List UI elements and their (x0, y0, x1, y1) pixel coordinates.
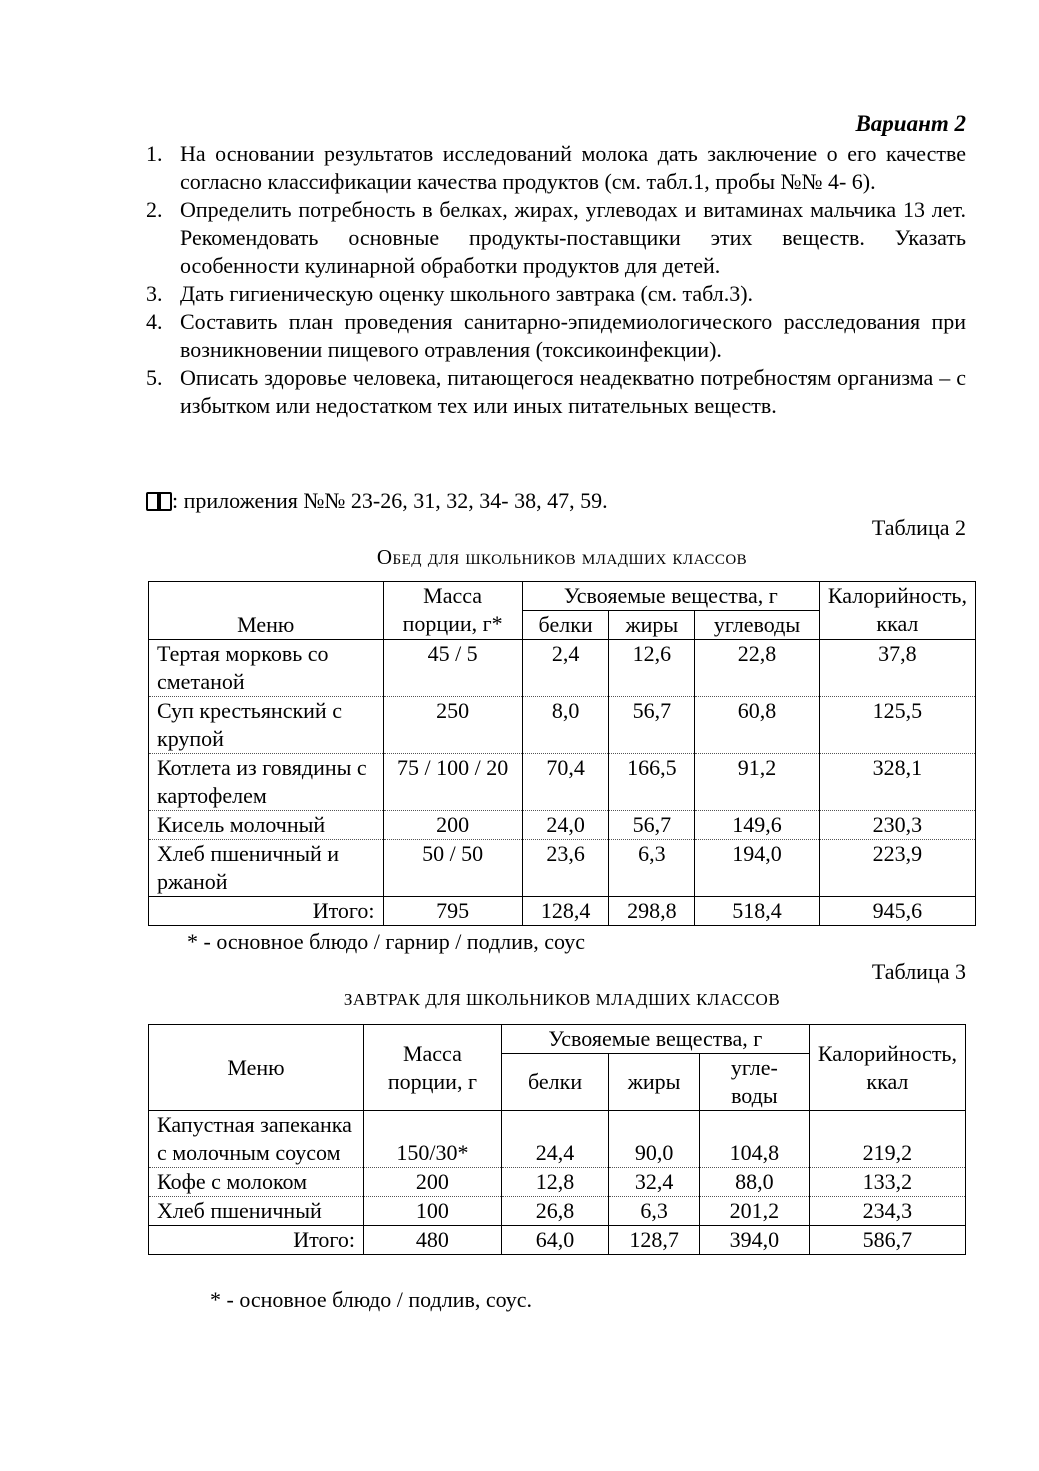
task-text: Определить потребность в белках, жирах, углеводах и витаминах мальчика 13 лет. Рекомендовать основные продукты-поставщики этих веществ. Указать особенности кулинарной обработки продуктов для детей. (180, 197, 966, 278)
cell-fat: 6,3 (609, 1197, 700, 1226)
task-number: 3. (146, 281, 163, 306)
cell-menu: Тертая морковь со сметаной (149, 640, 384, 697)
table2-label: Таблица 2 (871, 515, 966, 540)
task-number: 4. (146, 309, 163, 334)
task-item (146, 196, 966, 280)
references-line (146, 487, 608, 515)
book-icon (146, 490, 172, 510)
cell-carbs: 88,0 (699, 1168, 809, 1197)
cell-menu: Котлета из говядины с картофелем (149, 754, 384, 811)
table-row (149, 697, 976, 754)
table2-title: Обед для школьников младших классов (376, 545, 748, 569)
cell-kcal: 328,1 (819, 754, 975, 811)
header-carbs: угле-воды (699, 1054, 809, 1111)
cell-menu: Кисель молочный (149, 811, 384, 840)
breakfast-table (148, 1024, 966, 1255)
task-item (146, 140, 966, 196)
table-row (149, 754, 976, 811)
total-carbs: 518,4 (695, 897, 820, 926)
variant-heading: Вариант 2 (855, 111, 966, 136)
cell-menu: Капустная запеканка с молочным соусом (149, 1111, 364, 1168)
cell-menu: Кофе с молоком (149, 1168, 364, 1197)
cell-mass: 150/30* (364, 1111, 502, 1168)
cell-mass: 200 (364, 1168, 502, 1197)
cell-kcal: 223,9 (819, 840, 975, 897)
total-carbs: 394,0 (699, 1226, 809, 1255)
header-mass: Масса порции, г* (383, 582, 522, 640)
cell-kcal: 37,8 (819, 640, 975, 697)
cell-carbs: 60,8 (695, 697, 820, 754)
task-list (146, 140, 966, 420)
cell-carbs: 91,2 (695, 754, 820, 811)
table-row (149, 1168, 966, 1197)
cell-protein: 12,8 (501, 1168, 608, 1197)
total-fat: 128,7 (609, 1226, 700, 1255)
cell-mass: 200 (383, 811, 522, 840)
table2-note: * - основное блюдо / гарнир / подлив, соус (187, 929, 585, 954)
table3-note: * - основное блюдо / подлив, соус. (210, 1287, 533, 1312)
cell-mass: 100 (364, 1197, 502, 1226)
cell-carbs: 104,8 (699, 1111, 809, 1168)
cell-kcal: 230,3 (819, 811, 975, 840)
cell-fat: 12,6 (609, 640, 695, 697)
cell-kcal: 219,2 (809, 1111, 965, 1168)
table-row (149, 1197, 966, 1226)
cell-menu: Хлеб пшеничный и ржаной (149, 840, 384, 897)
cell-protein: 26,8 (501, 1197, 608, 1226)
header-fat: жиры (609, 611, 695, 640)
header-nutrients: Усвояемые вещества, г (522, 582, 819, 611)
header-nutrients: Усвояемые вещества, г (501, 1025, 809, 1054)
cell-carbs: 194,0 (695, 840, 820, 897)
cell-kcal: 133,2 (809, 1168, 965, 1197)
cell-carbs: 149,6 (695, 811, 820, 840)
cell-fat: 90,0 (609, 1111, 700, 1168)
cell-kcal: 234,3 (809, 1197, 965, 1226)
header-kcal: Калорийность, ккал (819, 582, 975, 640)
total-mass: 480 (364, 1226, 502, 1255)
cell-carbs: 22,8 (695, 640, 820, 697)
task-text: Составить план проведения санитарно-эпидемиологического расследования при возникновении пищевого отравления (токсикоинфекции). (180, 309, 966, 362)
total-row (149, 897, 976, 926)
task-text: Дать гигиеническую оценку школьного завтрака (см. табл.3). (180, 281, 754, 306)
table-row (149, 811, 976, 840)
task-number: 2. (146, 197, 163, 222)
cell-fat: 56,7 (609, 697, 695, 754)
total-protein: 128,4 (522, 897, 609, 926)
table-row (149, 1111, 966, 1168)
cell-mass: 75 / 100 / 20 (383, 754, 522, 811)
task-text: Описать здоровье человека, питающегося неадекватно потребностям организма – с избытком или недостатком тех или иных питательных веществ. (180, 365, 966, 418)
cell-protein: 23,6 (522, 840, 609, 897)
header-protein: белки (501, 1054, 608, 1111)
total-row (149, 1226, 966, 1255)
cell-protein: 24,4 (501, 1111, 608, 1168)
task-text: На основании результатов исследований молока дать заключение о его качестве согласно классификации качества продуктов (см. табл.1, пробы №№ 4- 6). (180, 141, 966, 194)
header-menu: Меню (149, 582, 384, 640)
task-item (146, 280, 966, 308)
header-fat: жиры (609, 1054, 700, 1111)
cell-fat: 56,7 (609, 811, 695, 840)
cell-fat: 6,3 (609, 840, 695, 897)
task-number: 1. (146, 141, 163, 166)
cell-fat: 32,4 (609, 1168, 700, 1197)
cell-kcal: 125,5 (819, 697, 975, 754)
task-item (146, 364, 966, 420)
header-protein: белки (522, 611, 609, 640)
header-menu: Меню (149, 1025, 364, 1111)
total-protein: 64,0 (501, 1226, 608, 1255)
task-item (146, 308, 966, 364)
table-row (149, 840, 976, 897)
task-number: 5. (146, 365, 163, 390)
table3-title: ЗАВТРАК ДЛЯ ШКОЛЬНИКОВ МЛАДШИХ КЛАССОВ (343, 990, 781, 1009)
total-kcal: 586,7 (809, 1226, 965, 1255)
references-text: : приложения №№ 23-26, 31, 32, 34- 38, 47, 59. (172, 488, 608, 513)
cell-protein: 70,4 (522, 754, 609, 811)
total-label: Итого: (149, 1226, 364, 1255)
cell-menu: Хлеб пшеничный (149, 1197, 364, 1226)
total-mass: 795 (383, 897, 522, 926)
header-carbs: углеводы (695, 611, 820, 640)
cell-mass: 250 (383, 697, 522, 754)
total-kcal: 945,6 (819, 897, 975, 926)
total-fat: 298,8 (609, 897, 695, 926)
cell-fat: 166,5 (609, 754, 695, 811)
header-kcal: Калорийность, ккал (809, 1025, 965, 1111)
cell-mass: 50 / 50 (383, 840, 522, 897)
cell-mass: 45 / 5 (383, 640, 522, 697)
lunch-table (148, 581, 976, 926)
cell-menu: Суп крестьянский с крупой (149, 697, 384, 754)
total-label: Итого: (149, 897, 384, 926)
cell-carbs: 201,2 (699, 1197, 809, 1226)
cell-protein: 24,0 (522, 811, 609, 840)
cell-protein: 8,0 (522, 697, 609, 754)
table3-label: Таблица 3 (871, 959, 966, 984)
cell-protein: 2,4 (522, 640, 609, 697)
table-row (149, 640, 976, 697)
header-mass: Масса порции, г (364, 1025, 502, 1111)
